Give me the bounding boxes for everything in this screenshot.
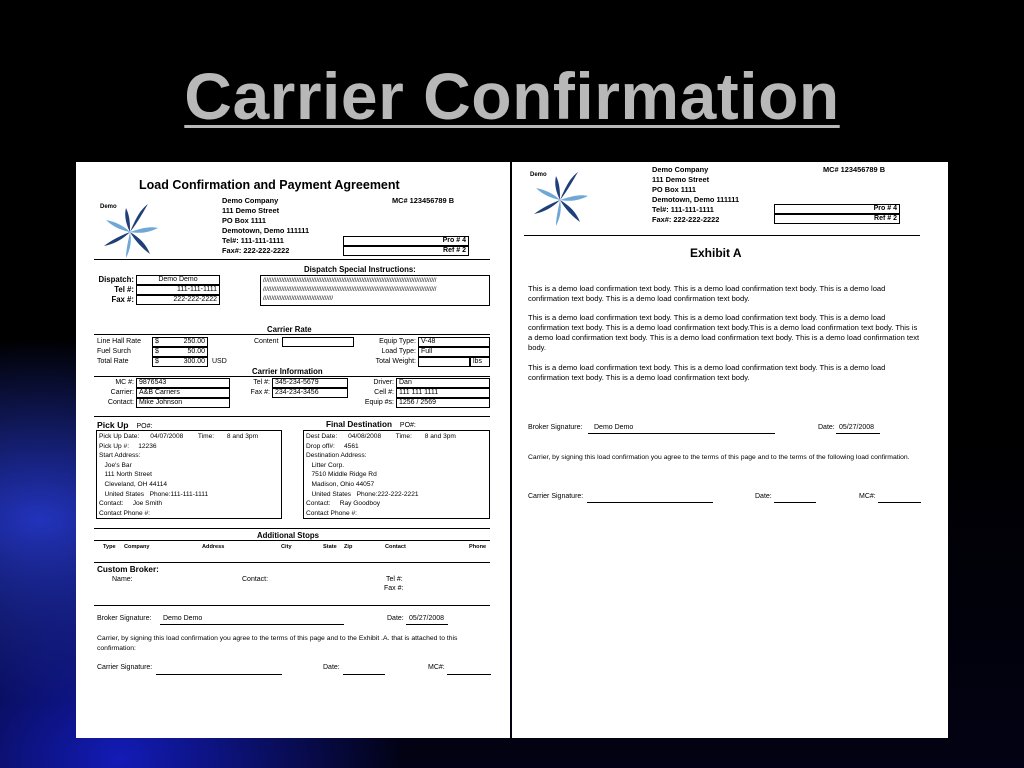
additional-stops-title: Additional Stops (257, 531, 319, 540)
company-name: Demo Company (652, 165, 709, 174)
carrier-label: Carrier: (110, 389, 134, 396)
special-line: ////////////////////////////////////////// (263, 296, 334, 302)
exhibit-page (512, 162, 948, 738)
company-city: Demotown, Demo 111111 (222, 226, 310, 235)
broker-signature-label: Broker Signature: (97, 615, 152, 622)
exhibit-paragraph-1: This is a demo load confirmation text body. This is a demo load confirmation text body. This is a demo load confirmation text body. This is a demo load confirmation text body. (528, 284, 886, 303)
carrier-date-label: Date: (755, 493, 772, 500)
stops-col-company: Company (124, 544, 150, 550)
load-type-label: Load Type: (381, 348, 416, 355)
currency-sign: $ (155, 358, 159, 365)
address-line: Pick Up Date: 04/07/2008 Time: 8 and 3pm (99, 433, 259, 440)
carrier-mc-label: MC#: (428, 664, 445, 671)
company-name: Demo Company (222, 196, 279, 205)
pickup-po: PO#: (136, 423, 153, 430)
address-line: Dest Date: 04/08/2008 Time: 8 and 3pm (306, 433, 456, 440)
driver-label: Driver: (373, 379, 394, 386)
divider (94, 334, 490, 335)
broker-fax-label: Fax #: (384, 585, 404, 592)
address-line: Destination Address: (306, 452, 367, 460)
dispatch-tel: 111-111-1111 (136, 285, 220, 295)
company-logo (98, 200, 162, 260)
address-line: 111 North Street (99, 471, 152, 479)
equip-value: 1256 / 2569 (396, 398, 490, 408)
total-rate-value: 300.00 (183, 358, 205, 365)
pickup-box (96, 430, 282, 519)
carrier-signature-line (156, 674, 282, 675)
carrier-signature-line (587, 502, 713, 503)
address-line: Contact: Ray Goodboy (306, 500, 381, 508)
broker-name-label: Name: (112, 576, 133, 583)
carrier-signature-label: Carrier Signature: (528, 493, 584, 500)
address-line: Contact: Joe Smith (99, 500, 163, 508)
stops-col-city: City (281, 544, 292, 550)
mc-value: 9876543 (136, 378, 230, 388)
address-line: Contact Phone #: (306, 509, 357, 517)
broker-signature-line (160, 624, 344, 625)
company-address2: PO Box 1111 (652, 185, 696, 194)
stops-col-type: Type (103, 544, 116, 550)
address-line: United States Phone:222-222-2221 (306, 490, 419, 498)
exhibit-title: Exhibit A (690, 246, 742, 260)
stops-col-zip: Zip (344, 544, 353, 550)
dispatch-name: Demo Demo (136, 275, 220, 285)
company-mc: MC# 123456789 B (823, 165, 886, 174)
cell-value: 111 111 1111 (396, 388, 490, 398)
ref-number: Ref # 2 (343, 246, 469, 256)
address-line: Contact Phone #: (99, 509, 150, 517)
equip-type-label: Equip Type: (379, 338, 416, 345)
carrier-mc-label: MC#: (859, 493, 876, 500)
tel-value: 345-234-5679 (272, 378, 348, 388)
divider (94, 416, 490, 417)
address-line: Cleveland, OH 44114 (99, 480, 168, 488)
weight-label: Total Weight: (375, 358, 416, 365)
special-instructions-title: Dispatch Special Instructions: (304, 265, 416, 274)
logo-text: Demo (100, 204, 117, 210)
company-block (222, 196, 309, 256)
company-address1: 111 Demo Street (652, 175, 710, 184)
company-mc: MC# 123456789 B (392, 196, 455, 205)
cell-label: Cell #: (374, 389, 394, 396)
broker-tel-label: Tel #: (386, 576, 403, 583)
slide-title: Carrier Confirmation (184, 59, 840, 133)
dispatch-tel-label: Tel #: (114, 285, 134, 294)
line-haul-field (152, 337, 208, 347)
company-logo (528, 168, 592, 228)
broker-date-line (406, 624, 448, 625)
equip-label: Equip #s: (364, 399, 394, 406)
special-line: //////////////////////////////////////////////////////////////////////////////////////////////////////// (263, 278, 437, 284)
company-address2: PO Box 1111 (222, 216, 266, 225)
fax-label: Fax #: (250, 389, 270, 396)
divider (524, 235, 920, 236)
mc-label: MC #: (115, 379, 134, 386)
contact-label: Contact: (107, 399, 134, 406)
total-rate-label: Total Rate (97, 358, 129, 365)
broker-signature-label: Broker Signature: (528, 424, 583, 431)
fuel-value: 50.00 (187, 348, 205, 355)
load-confirmation-page (76, 162, 510, 738)
special-instructions-box (260, 275, 490, 306)
company-tel: Tel#: 111-111-1111 (652, 205, 714, 214)
company-fax: Fax#: 222-222-2222 (652, 215, 720, 224)
broker-signature-value: Demo Demo (594, 424, 634, 431)
driver-value: Dan (396, 378, 490, 388)
weight-unit: lbs (470, 357, 490, 367)
line-haul-label: Line Hall Rate (97, 338, 141, 345)
doc-title: Load Confirmation and Payment Agreement (139, 178, 400, 192)
content-field (282, 337, 354, 347)
broker-date-value: 05/27/2008 (839, 424, 875, 431)
company-city: Demotown, Demo 111111 (652, 195, 740, 204)
address-line: Start Address: (99, 452, 141, 460)
dispatch-label: Dispatch: (98, 275, 134, 284)
equip-type-value: V-48 (418, 337, 490, 347)
carrier-agreement-text: Carrier, by signing this load confirmation you agree to the terms of this page and to the terms of the following load confirmation. (528, 454, 910, 461)
broker-contact-label: Contact: (242, 576, 269, 583)
address-line: United States Phone:111-111-1111 (99, 490, 209, 498)
tel-label: Tel #: (253, 379, 270, 386)
fuel-label: Fuel Surch (97, 348, 131, 355)
divider (94, 540, 490, 541)
load-type-value: Full (418, 347, 490, 357)
broker-date-value: 05/27/2008 (409, 615, 445, 622)
carrier-mc-line (447, 674, 491, 675)
address-line: Drop off#: 4561 (306, 442, 359, 450)
currency-sign: $ (155, 348, 159, 355)
broker-signature-line (588, 433, 775, 434)
stops-col-contact: Contact (385, 544, 406, 550)
dispatch-fax-label: Fax #: (111, 295, 134, 304)
destination-title: Final Destination (326, 420, 392, 429)
dispatch-fax: 222-222-2222 (136, 295, 220, 305)
company-address1: 111 Demo Street (222, 206, 280, 215)
carrier-value: A&B Carriers (136, 388, 230, 398)
broker-date-label: Date: (818, 424, 835, 431)
currency-label: USD (212, 358, 227, 365)
carrier-signature-label: Carrier Signature: (97, 664, 153, 671)
ref-number: Ref # 2 (774, 214, 900, 224)
carrier-info-title: Carrier Information (252, 367, 323, 376)
carrier-date-label: Date: (323, 664, 340, 671)
address-line: Pick Up #: 12236 (99, 442, 157, 450)
stops-col-state: State (323, 544, 337, 550)
weight-field (418, 357, 470, 367)
pro-number: Pro # 4 (343, 236, 469, 246)
destination-box (303, 430, 490, 519)
line-haul-value: 250.00 (183, 338, 205, 345)
destination-po: PO#: (399, 422, 416, 429)
carrier-date-line (774, 502, 816, 503)
contact-value: Mike Johnson (136, 398, 230, 408)
content-label: Content (254, 338, 279, 345)
company-fax: Fax#: 222-222-2222 (222, 246, 290, 255)
special-line: //////////////////////////////////////////////////////////////////////////////////////////////////////// (263, 287, 437, 293)
company-block (652, 165, 739, 225)
divider (94, 528, 490, 529)
address-line: Litter Corp. (306, 461, 345, 469)
carrier-date-line (343, 674, 385, 675)
address-line: Joe's Bar (99, 461, 132, 469)
pickup-title: Pick Up (97, 420, 129, 430)
divider (94, 562, 490, 563)
total-rate-field (152, 357, 208, 367)
divider (94, 376, 490, 377)
broker-date-line (836, 433, 880, 434)
exhibit-paragraph-2: This is a demo load confirmation text body. This is a demo load confirmation text body. This is a demo load confirmation text body. This is a demo load confirmation text body.This is a demo load confirmation text body. This is a demo load confirmation text body. This is a demo load confirmation text body. This is a demo load confirmation text body. (528, 313, 920, 352)
logo-text: Demo (530, 172, 547, 178)
carrier-mc-line (878, 502, 921, 503)
fuel-field (152, 347, 208, 357)
currency-sign: $ (155, 338, 159, 345)
custom-broker-title: Custom Broker: (97, 565, 159, 574)
carrier-rate-title: Carrier Rate (267, 325, 312, 334)
divider (94, 259, 490, 260)
fax-value: 234-234-3456 (272, 388, 348, 398)
broker-signature-value: Demo Demo (163, 615, 203, 622)
address-line: Madison, Ohio 44057 (306, 480, 375, 488)
stops-col-address: Address (202, 544, 225, 550)
carrier-agreement-text: Carrier, by signing this load confirmation you agree to the terms of this page and to the Exhibit .A. that is attached to this confirmation: (97, 635, 458, 652)
divider (94, 605, 490, 606)
company-tel: Tel#: 111-111-1111 (222, 236, 284, 245)
broker-date-label: Date: (387, 615, 404, 622)
pro-number: Pro # 4 (774, 204, 900, 214)
address-line: 7510 Middle Ridge Rd (306, 471, 377, 479)
stops-col-phone: Phone (469, 544, 487, 550)
exhibit-paragraph-3: This is a demo load confirmation text body. This is a demo load confirmation text body. This is a demo load confirmation text body. This is a demo load confirmation text body. (528, 363, 886, 382)
